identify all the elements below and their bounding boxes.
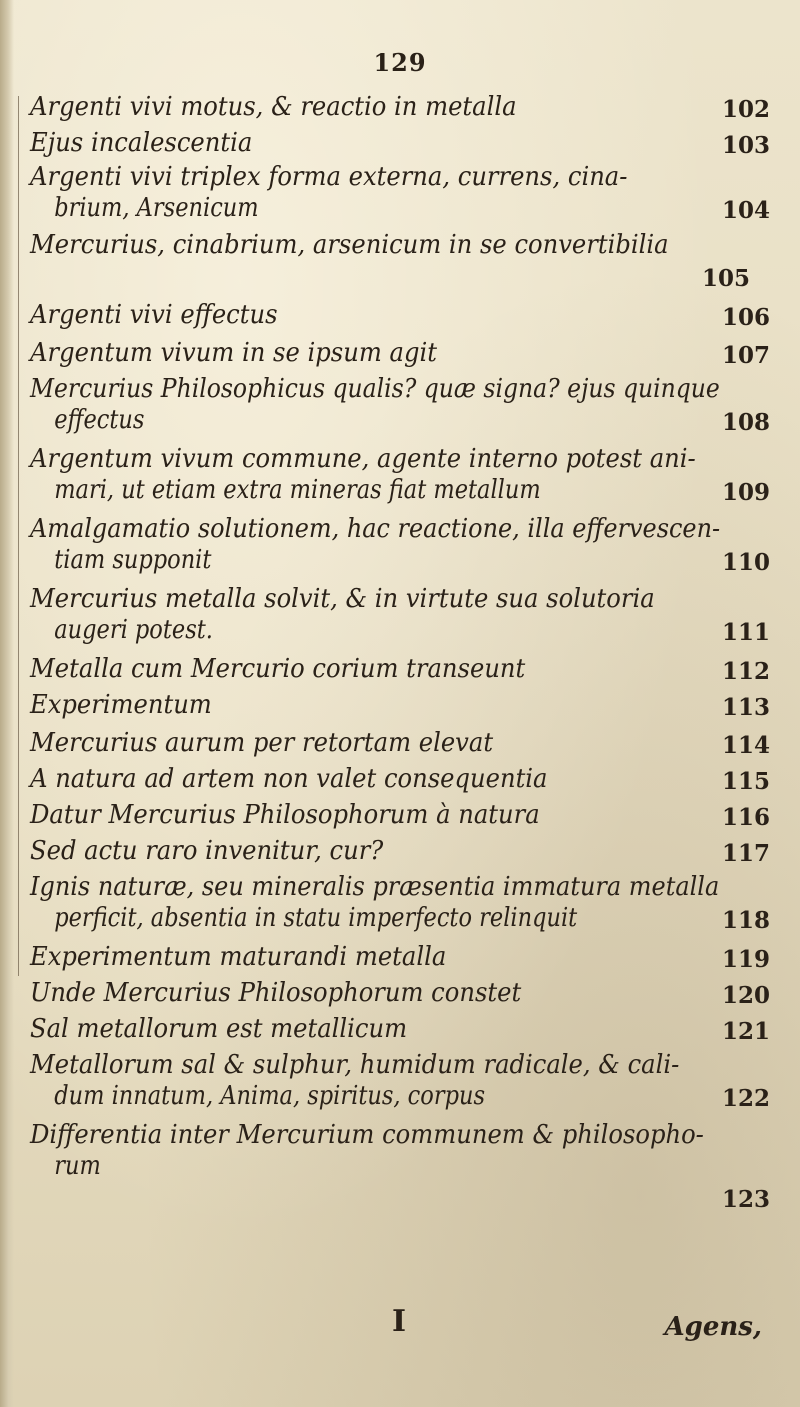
index-entry: Metalla cum Mercurio corium transeunt 112 <box>30 654 770 685</box>
entry-number: 111 <box>721 619 770 646</box>
entry-number: 115 <box>721 768 770 795</box>
entry-number: 104 <box>721 197 770 224</box>
index-entry: Mercurius Philosophicus qualis? quæ signa? ejus quinque effectus 108 <box>30 374 770 436</box>
entry-number: 110 <box>721 549 770 576</box>
index-entry: Metallorum sal & sulphur, humidum radicale, & cali- dum innatum, Anima, spiritus, corpus 122 <box>30 1050 770 1112</box>
index-entry: Ignis naturæ, seu mineralis præsentia immatura metalla perficit, absentia in statu imperfecto relinquit 118 <box>30 872 770 934</box>
entry-number: 123 <box>721 1186 770 1213</box>
index-entry: Experimentum maturandi metalla 119 <box>30 942 770 973</box>
entry-number: 113 <box>721 694 770 721</box>
index-entry: Mercurius aurum per retortam elevat 114 <box>30 728 770 759</box>
catchword: Agens, <box>664 1312 762 1342</box>
index-entry: Ejus incalescentia 103 <box>30 128 770 159</box>
entry-number: 103 <box>721 132 770 159</box>
entry-number: 118 <box>721 907 770 934</box>
index-entry: Experimentum 113 <box>30 690 770 721</box>
index-entry: Sal metallorum est metallicum 121 <box>30 1014 770 1045</box>
entry-number: 120 <box>721 982 770 1009</box>
index-entry: A natura ad artem non valet consequentia 115 <box>30 764 770 795</box>
entry-number: 106 <box>721 304 770 331</box>
entry-number: 122 <box>721 1085 770 1112</box>
index-entry: Amalgamatio solutionem, hac reactione, illa effervescen- tiam supponit 110 <box>30 514 770 576</box>
index-entry: Differentia inter Mercurium communem & philosopho- rum 123 <box>30 1120 770 1213</box>
index-entry: Argenti vivi effectus 106 <box>30 300 770 331</box>
entry-number: 102 <box>721 96 770 123</box>
index-entry: Argenti vivi triplex forma externa, currens, cina- brium, Arsenicum 104 <box>30 162 770 224</box>
index-entry: Unde Mercurius Philosophorum constet 120 <box>30 978 770 1009</box>
entry-number: 109 <box>721 479 770 506</box>
entry-number: 105 <box>701 265 750 292</box>
index-entry: Datur Mercurius Philosophorum à natura 116 <box>30 800 770 831</box>
entry-number: 116 <box>721 804 770 831</box>
binding-gutter <box>0 0 14 1407</box>
entry-number: 121 <box>721 1018 770 1045</box>
entry-number: 119 <box>721 946 770 973</box>
index-entry: Mercurius metalla solvit, & in virtute sua solutoria augeri potest. 111 <box>30 584 770 646</box>
entry-number: 114 <box>721 732 770 759</box>
index-entry: Argenti vivi motus, & reactio in metalla 102 <box>30 92 770 123</box>
index-entry: Sed actu raro invenitur, cur? 117 <box>30 836 770 867</box>
margin-rule <box>18 96 19 976</box>
entry-number: 108 <box>721 409 770 436</box>
index-entry: Argentum vivum in se ipsum agit 107 <box>30 338 770 369</box>
entry-number: 112 <box>721 658 770 685</box>
index-entry: Argentum vivum commune, agente interno potest ani- mari, ut etiam extra mineras fiat metallum 109 <box>30 444 770 506</box>
index-entry: Mercurius, cinabrium, arsenicum in se convertibilia 105 <box>30 230 750 292</box>
entry-number: 107 <box>721 342 770 369</box>
page-number: 129 <box>373 48 427 77</box>
entry-number: 117 <box>721 840 770 867</box>
signature-mark: I <box>392 1304 407 1339</box>
